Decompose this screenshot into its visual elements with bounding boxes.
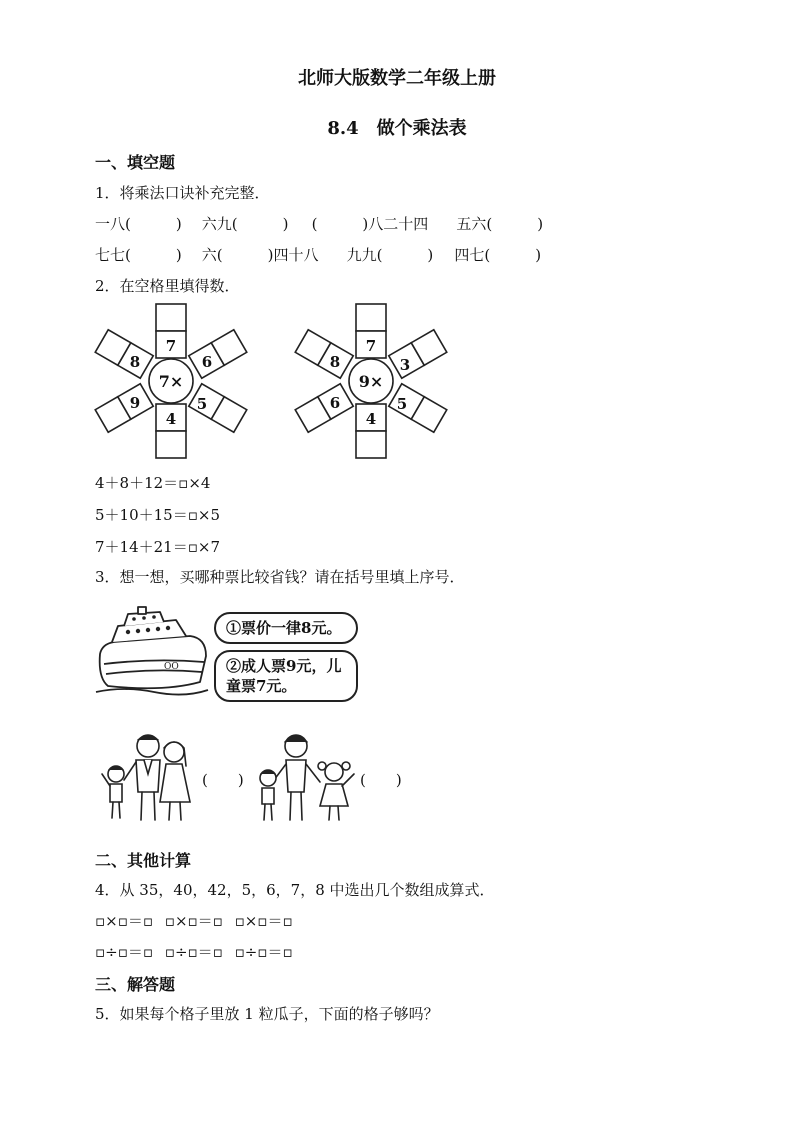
blank-item[interactable]: 七七( )	[95, 246, 182, 264]
wheel-bottom-number: 4	[165, 410, 177, 428]
equation-1: 4＋8＋12＝▫×4	[95, 474, 211, 492]
equation-2: 5＋10＋15＝▫×5	[95, 506, 220, 524]
expression-blank[interactable]: ▫÷▫＝▫	[164, 943, 223, 961]
equation-3: 7＋14＋21＝▫×7	[95, 538, 220, 556]
question-4-row-1	[95, 910, 293, 931]
section-heading-fill-blank: 一、填空题	[95, 153, 176, 172]
question-5-text: 5．如果每个格子里放 1 粒瓜子，下面的格子够吗？	[95, 1005, 439, 1023]
wheel-top-number: 7	[165, 337, 177, 355]
wheel-upper-right-number: 6	[201, 353, 213, 371]
question-1-row-1	[95, 213, 543, 234]
expression-blank[interactable]: ▫×▫＝▫	[95, 912, 154, 930]
svg-text:OO: OO	[164, 662, 179, 672]
expression-blank[interactable]: ▫×▫＝▫	[234, 912, 293, 930]
question-2-text: 2．在空格里填得数．	[95, 277, 240, 295]
ticket-option-1: ①票价一律8元。	[214, 612, 358, 644]
section-heading-word-problems: 三、解答题	[95, 975, 176, 994]
wheel-box[interactable]	[356, 304, 386, 331]
blank-item[interactable]: 一八( )	[95, 215, 182, 233]
page-title: 北师大版数学二年级上册	[298, 68, 496, 89]
ticket-option-2	[214, 650, 358, 702]
wheel-center-text: 7×	[158, 372, 184, 391]
multiplication-wheel-7	[92, 300, 252, 462]
blank-item[interactable]: 六九( )	[201, 215, 289, 233]
question-3-text: 3．想一想，买哪种票比较省钱？请在括号里填上序号．	[95, 568, 465, 586]
wheel-top-number: 7	[365, 337, 377, 355]
question-1-row-2	[95, 244, 541, 265]
wheel-bottom-number: 4	[365, 410, 377, 428]
wheel-box[interactable]	[356, 431, 386, 458]
answer-parentheses-1[interactable]: ( )	[202, 771, 244, 789]
wheel-lower-left-number: 6	[329, 394, 341, 412]
wheel-box[interactable]	[156, 304, 186, 331]
question-1-text: 1．将乘法口诀补充完整．	[95, 184, 270, 202]
blank-item[interactable]: 六( )四十八	[201, 246, 319, 264]
wheel-box[interactable]	[156, 431, 186, 458]
expression-blank[interactable]: ▫×▫＝▫	[164, 912, 223, 930]
blank-item[interactable]: ( )八二十四	[311, 215, 429, 233]
blank-item[interactable]: 五六( )	[456, 215, 544, 233]
expression-blank[interactable]: ▫÷▫＝▫	[234, 943, 293, 961]
wheel-upper-left-number: 8	[129, 353, 141, 371]
multiplication-wheel-9	[292, 300, 452, 462]
wheel-upper-right-number: 3	[399, 356, 411, 374]
wheel-upper-left-number: 8	[329, 353, 341, 371]
answer-parentheses-2[interactable]: ( )	[360, 771, 402, 789]
blank-item[interactable]: 九九( )	[346, 246, 434, 264]
wheel-lower-right-number: 5	[396, 395, 408, 413]
family-one-adult-two-children	[254, 730, 360, 826]
wheel-lower-left-number: 9	[129, 394, 141, 412]
section-heading-other-calc: 二、其他计算	[95, 851, 192, 870]
wheel-center-text: 9×	[358, 372, 384, 391]
lesson-title: 8.4 做个乘法表	[327, 118, 467, 139]
question-4-row-2	[95, 941, 293, 962]
wheel-lower-right-number: 5	[196, 395, 208, 413]
ticket-option-2-line-1: ②成人票9元，儿	[226, 657, 342, 675]
expression-blank[interactable]: ▫÷▫＝▫	[95, 943, 154, 961]
ticket-option-2-line-2: 童票7元。	[226, 677, 297, 695]
blank-item[interactable]: 四七( )	[454, 246, 542, 264]
family-two-adults-one-child	[98, 730, 198, 826]
question-4-text: 4．从 35，40，42，5，6，7，8 中选出几个数组成算式．	[95, 881, 495, 899]
ship-illustration	[94, 606, 210, 698]
